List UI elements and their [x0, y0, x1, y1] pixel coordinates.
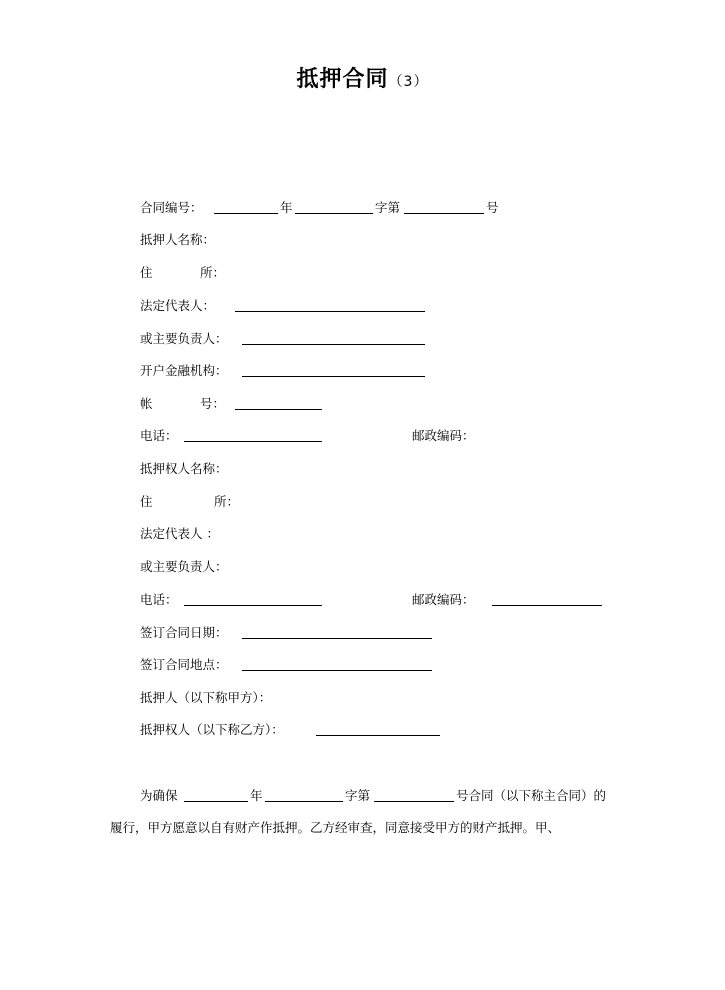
party-b-row: [140, 720, 450, 740]
body-p1-end: 号合同（以下称主合同）的: [456, 788, 607, 803]
mortgagee-principal-label: 或主要负责人：: [140, 559, 228, 574]
mortgagor-principal-blank[interactable]: [242, 330, 425, 345]
mortgagee-principal-row: [140, 557, 228, 577]
mortgagee-postcode-blank[interactable]: [492, 591, 602, 606]
party-a-label: 抵押人（以下称甲方）：: [140, 690, 272, 705]
contract-number-label: 合同编号：: [140, 200, 203, 215]
document-title: [0, 62, 725, 93]
mortgagee-legal-rep-label: 法定代表人 ：: [140, 526, 219, 541]
body-p2-text: 履行，甲方愿意以自有财产作抵押。乙方经审查，同意接受甲方的财产抵押。甲、: [110, 820, 561, 835]
mortgagor-legal-rep-blank[interactable]: [235, 297, 425, 312]
contract-number-blank[interactable]: [404, 199, 484, 214]
mortgagor-account-label-1: 帐: [140, 396, 153, 411]
mortgagee-phone-row: [140, 590, 610, 610]
title-text: 抵押合同: [296, 67, 389, 92]
mortgagee-phone-label: 电话：: [140, 592, 178, 607]
contract-year-blank[interactable]: [214, 199, 278, 214]
mortgagor-legal-rep-row: [140, 296, 440, 316]
mortgagor-legal-rep-label: 法定代表人：: [140, 298, 216, 313]
mortgagor-bank-blank[interactable]: [242, 362, 425, 377]
party-b-label: 抵押权人（以下称乙方）：: [140, 722, 284, 737]
mortgagor-principal-row: [140, 329, 440, 349]
mortgagee-postcode-label: 邮政编码：: [412, 592, 475, 607]
signing-date-label: 签订合同日期：: [140, 625, 228, 640]
mortgagor-address-row: [140, 263, 260, 283]
signing-place-label: 签订合同地点：: [140, 657, 228, 672]
mortgagee-name-label: 抵押权人名称：: [140, 461, 228, 476]
mortgagee-phone-blank[interactable]: [184, 591, 322, 606]
signing-place-blank[interactable]: [242, 656, 432, 671]
mortgagor-bank-row: [140, 361, 440, 381]
mortgagee-address-row: [140, 492, 260, 512]
party-b-blank[interactable]: [316, 721, 440, 736]
signing-date-blank[interactable]: [242, 624, 432, 639]
body-paragraph-line-1: [140, 786, 640, 806]
mortgagor-address-label-1: 住: [140, 265, 153, 280]
zi-di-char: 字第: [375, 200, 401, 215]
contract-number-row: [140, 198, 520, 218]
mortgagor-phone-row: [140, 426, 500, 446]
year-char: 年: [280, 200, 293, 215]
body-year-char: 年: [250, 788, 263, 803]
mortgagor-name-label: 抵押人名称：: [140, 232, 216, 247]
contract-zi-blank[interactable]: [295, 199, 373, 214]
hao-char: 号: [486, 200, 499, 215]
mortgagor-phone-blank[interactable]: [184, 427, 322, 442]
party-a-row: [140, 688, 271, 708]
mortgagee-address-label-2: 所：: [214, 494, 240, 509]
body-p1-start: 为确保: [140, 788, 178, 803]
body-year-blank[interactable]: [184, 787, 248, 802]
mortgagor-account-label-2: 号：: [200, 396, 226, 411]
mortgagor-address-label-2: 所：: [200, 265, 226, 280]
mortgagor-account-blank[interactable]: [235, 395, 322, 410]
body-zi-blank[interactable]: [265, 787, 343, 802]
body-paragraph-line-2: [110, 818, 560, 838]
mortgagor-postcode-label: 邮政编码：: [412, 428, 475, 443]
mortgagor-principal-label: 或主要负责人：: [140, 331, 228, 346]
mortgagee-name-row: [140, 459, 228, 479]
body-zi-di: 字第: [345, 788, 371, 803]
signing-date-row: [140, 623, 440, 643]
mortgagor-phone-label: 电话：: [140, 428, 178, 443]
mortgagee-address-label-1: 住: [140, 494, 153, 509]
mortgagor-bank-label: 开户金融机构：: [140, 363, 228, 378]
mortgagor-name-row: [140, 230, 215, 250]
title-suffix: （3）: [388, 74, 429, 90]
mortgagee-legal-rep-row: [140, 524, 219, 544]
signing-place-row: [140, 655, 440, 675]
mortgagor-account-row: [140, 394, 340, 414]
body-number-blank[interactable]: [374, 787, 454, 802]
